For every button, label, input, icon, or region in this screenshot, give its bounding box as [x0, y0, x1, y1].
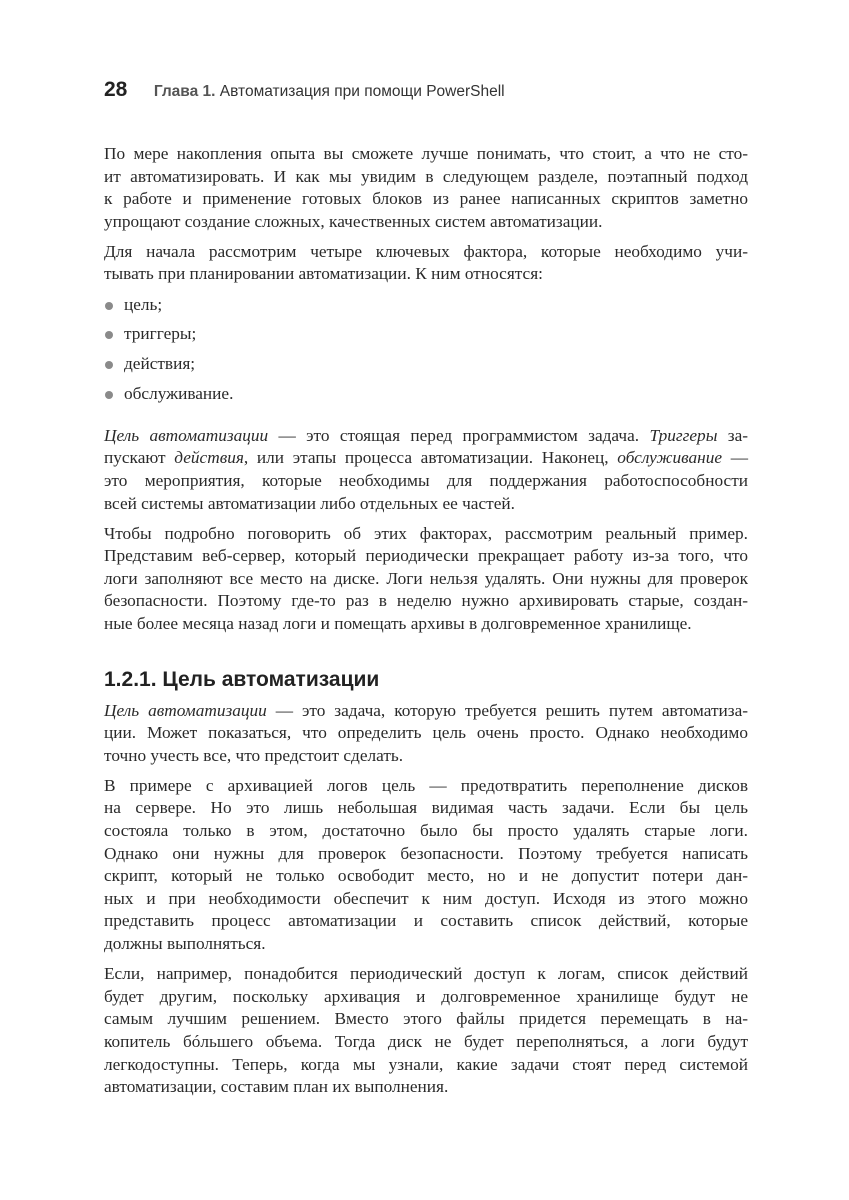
- list-item: [104, 323, 748, 353]
- chapter-label: Глава 1.: [153, 83, 216, 100]
- list-item: [104, 383, 748, 413]
- text-line: [104, 470, 748, 493]
- paragraph: [104, 523, 748, 636]
- text-line: [104, 865, 748, 888]
- emphasis-text: Триггеры: [649, 425, 718, 445]
- chapter-name: Автоматизация при помощи PowerShell: [219, 83, 505, 100]
- list-item: [104, 353, 748, 383]
- text-segment: , или этапы процесса автоматизации. Наконец,: [243, 448, 618, 468]
- text-segment: В примере с архивацией логов цель — предотвратить переполнение дисков: [104, 775, 748, 795]
- emphasis-text: Цель автоматизации: [104, 425, 269, 445]
- emphasis-text: действия: [174, 448, 244, 468]
- bullet-icon: [105, 302, 113, 310]
- text-line: [104, 775, 748, 798]
- text-line: [104, 590, 748, 613]
- paragraph: [104, 425, 748, 515]
- list-item-text: обслуживание.: [124, 383, 234, 403]
- text-line: [104, 1054, 748, 1077]
- chapter-title: [154, 83, 505, 100]
- text-segment: точно учесть все, что предстоит сделать.: [104, 745, 404, 765]
- text-segment: Если, например, понадобится периодический доступ к логам, список действий: [104, 964, 748, 984]
- text-segment: скрипт, который не только освободит место, но и не допустит потери дан-: [104, 866, 748, 886]
- text-segment: автоматизации, составим план их выполнения.: [104, 1077, 449, 1097]
- paragraph: [104, 775, 748, 956]
- text-segment: копитель бóльшего объема. Тогда диск не будет переполняться, а логи будут: [104, 1031, 748, 1051]
- text-segment: — это задача, которую требуется решить путем автоматиза-: [266, 700, 749, 720]
- text-line: [104, 745, 748, 768]
- text-line: [104, 843, 748, 866]
- list-item-text: цель;: [124, 294, 163, 314]
- text-segment: Чтобы подробно поговорить об этих факторах, рассмотрим реальный пример.: [104, 523, 748, 543]
- text-segment: ные более месяца назад логи и помещать архивы в долговременное хранилище.: [104, 614, 692, 633]
- text-line: [104, 263, 748, 286]
- text-line: [104, 933, 748, 956]
- bullet-icon: [105, 331, 113, 339]
- section-heading: 1.2.1. Цель автоматизации: [104, 667, 380, 691]
- paragraph: [104, 700, 748, 768]
- text-line: [104, 1076, 748, 1099]
- page-number: 28: [104, 78, 128, 101]
- emphasis-text: обслуживание: [617, 448, 723, 468]
- text-segment: к работе и применение готовых блоков из ранее написанных скриптов заметно: [104, 189, 748, 209]
- text-line: [104, 447, 748, 470]
- text-segment: легкодоступны. Теперь, когда мы узнали, какие задачи стоят перед системой: [104, 1054, 748, 1074]
- text-segment: пускают: [104, 448, 175, 468]
- text-line: [104, 910, 748, 933]
- text-line: [104, 963, 748, 986]
- text-segment: тывать при планировании автоматизации. К ним относятся:: [104, 264, 543, 284]
- text-segment: должны выполняться.: [104, 934, 266, 954]
- text-line: [104, 797, 748, 820]
- list-item-text: действия;: [124, 354, 196, 374]
- bullet-list: [104, 294, 748, 413]
- running-header: [104, 78, 505, 102]
- text-line: [104, 568, 748, 591]
- text-segment: — это стоящая перед программистом задача.: [268, 425, 650, 445]
- text-line: [104, 188, 748, 211]
- text-line: [104, 493, 748, 516]
- bullet-icon: [105, 391, 113, 399]
- text-line: [104, 722, 748, 745]
- text-segment: логи заполняют все место на диске. Логи нельзя удалять. Они нужны для проверок: [104, 568, 748, 588]
- text-segment: Однако они нужны для проверок безопасности. Поэтому требуется написать: [104, 843, 748, 863]
- text-line: [104, 211, 748, 234]
- text-segment: ит автоматизировать. И как мы увидим в следующем разделе, поэтапный подход: [104, 166, 748, 186]
- text-line: [104, 523, 748, 546]
- text-segment: состояла только в этом, достаточно было бы просто удалять старые логи.: [104, 821, 748, 841]
- text-segment: на сервере. Но это лишь небольшая видимая часть задачи. Если бы цель: [104, 798, 748, 818]
- text-segment: это мероприятия, которые необходимы для поддержания работоспособности: [104, 470, 748, 490]
- text-line: [104, 1031, 748, 1054]
- page-body: [104, 143, 748, 1106]
- text-line: [104, 425, 748, 448]
- text-line: [104, 986, 748, 1009]
- text-segment: ции. Может показаться, что определить цель очень просто. Однако необходимо: [104, 723, 748, 743]
- text-segment: —: [722, 448, 748, 468]
- text-segment: самым лучшим решением. Вместо этого файлы придется перемещать в на-: [104, 1009, 748, 1029]
- paragraph: [104, 143, 748, 233]
- text-line: [104, 1008, 748, 1031]
- text-segment: всей системы автоматизации либо отдельных ее частей.: [104, 493, 515, 513]
- bullet-icon: [105, 361, 113, 369]
- emphasis-text: Цель автоматизации: [104, 700, 267, 720]
- paragraph: [104, 963, 748, 1099]
- list-item-text: триггеры;: [124, 324, 197, 344]
- text-segment: упрощают создание сложных, качественных систем автоматизации.: [104, 211, 603, 231]
- text-segment: представить процесс автоматизации и составить список действий, которые: [104, 911, 748, 931]
- text-line: [104, 143, 748, 166]
- text-line: [104, 820, 748, 843]
- text-segment: Для начала рассмотрим четыре ключевых фактора, которые необходимо учи-: [104, 241, 748, 261]
- text-segment: безопасности. Поэтому где-то раз в неделю нужно архивировать старые, создан-: [104, 591, 748, 611]
- text-segment: По мере накопления опыта вы сможете лучше понимать, что стоит, а что не сто-: [104, 144, 748, 163]
- text-segment: за-: [717, 425, 748, 445]
- text-line: [104, 241, 748, 264]
- paragraph: [104, 241, 748, 286]
- list-item: [104, 294, 748, 324]
- text-segment: будет другим, поскольку архивация и долговременное хранилище будут не: [104, 986, 748, 1006]
- text-segment: Представим веб-сервер, который периодически прекращает работу из-за того, что: [104, 546, 748, 566]
- text-line: [104, 166, 748, 189]
- text-segment: ных и при необходимости обеспечит к ним доступ. Исходя из этого можно: [104, 888, 748, 908]
- text-line: [104, 888, 748, 911]
- text-line: [104, 545, 748, 568]
- text-line: [104, 700, 748, 723]
- text-line: [104, 613, 748, 636]
